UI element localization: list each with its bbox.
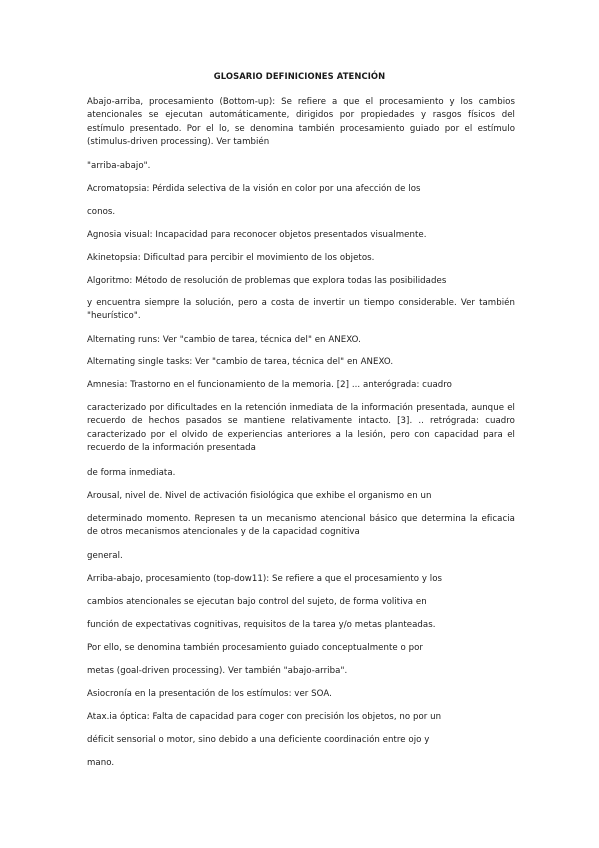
paragraph-algoritmo: Algoritmo: Método de resolución de problemas que explora todas las posibilidades: [87, 276, 447, 286]
paragraph-arriba-abajo: Arriba-abajo, procesamiento (top-dow11): Se refiere a que el procesamiento y los: [87, 574, 443, 584]
paragraph-arriba-abajo-line3: función de expectativas cognitivas, requisitos de la tarea y/o metas planteadas.: [87, 620, 436, 630]
paragraph-ataxia-optica: Atax.ia óptica: Falta de capacidad para coger con precisión los objetos, no por un: [87, 712, 442, 722]
paragraph-asincronia: Asiocronía en la presentación de los estímulos: ver SOA.: [87, 689, 332, 699]
paragraph-arriba-abajo-line5: metas (goal-driven processing). Ver también "abajo-arriba".: [87, 666, 348, 676]
paragraph-agnosia-visual: Agnosia visual: Incapacidad para reconocer objetos presentados visualmente.: [87, 230, 427, 240]
paragraph-arousal-cont: determinado momento. Represen ta un mecanismo atencional básico que determina la eficacia de otros mecanismos atencionales y de la capacidad cognitiva: [87, 514, 515, 538]
document-title: GLOSARIO DEFINICIONES ATENCIÓN: [213, 71, 386, 81]
paragraph-abajo-arriba: Abajo-arriba, procesamiento (Bottom-up): Se refiere a que el procesamiento y los cambios atencionales se ejecutan automáticamente, dirigidos por propiedades y rasgos físicos del estímulo presentado. Por el lo, se denomina también procesamiento guiado por el estímulo (stimulus-driven processing). Ver también: [87, 97, 515, 147]
paragraph-alternating-single-tasks: Alternating single tasks: Ver "cambio de tarea, técnica del" en ANEXO.: [87, 357, 394, 367]
paragraph-amnesia-cont: caracterizado por dificultades en la retención inmediata de la información presentada, aunque el recuerdo de hechos pasados se mantiene relativamente intacto. [3]. .. retrógrada: cuadro caracterizado por el olvido de experiencias anteriores a la lesión, pero con capacidad para el recuerdo de la información presentada: [87, 403, 515, 453]
paragraph-conos: conos.: [87, 207, 116, 217]
paragraph-arriba-abajo-ref: "arriba-abajo".: [87, 161, 151, 171]
paragraph-algoritmo-cont: y encuentra siempre la solución, pero a costa de invertir un tiempo considerable. Ver también "heurístico".: [87, 298, 515, 322]
paragraph-arousal-end: general.: [87, 551, 123, 561]
paragraph-amnesia-end: de forma inmediata.: [87, 468, 176, 478]
paragraph-amnesia: Amnesia: Trastorno en el funcionamiento de la memoria. [2] ... anterógrada: cuadro: [87, 380, 452, 390]
paragraph-arousal: Arousal, nivel de. Nivel de activación fisiológica que exhibe el organismo en un: [87, 491, 432, 501]
paragraph-ataxia-optica-line2: déficit sensorial o motor, sino debido a una deficiente coordinación entre ojo y: [87, 735, 430, 745]
paragraph-acromatopsia: Acromatopsia: Pérdida selectiva de la visión en color por una afección de los: [87, 184, 421, 194]
paragraph-akinetopsia: Akinetopsia: Dificultad para percibir el movimiento de los objetos.: [87, 253, 375, 263]
paragraph-ataxia-optica-line3: mano.: [87, 758, 115, 768]
paragraph-arriba-abajo-line4: Por ello, se denomina también procesamiento guiado conceptualmente o por: [87, 643, 424, 653]
paragraph-alternating-runs: Alternating runs: Ver "cambio de tarea, técnica del" en ANEXO.: [87, 335, 361, 345]
paragraph-arriba-abajo-line2: cambios atencionales se ejecutan bajo control del sujeto, de forma volitiva en: [87, 597, 427, 607]
